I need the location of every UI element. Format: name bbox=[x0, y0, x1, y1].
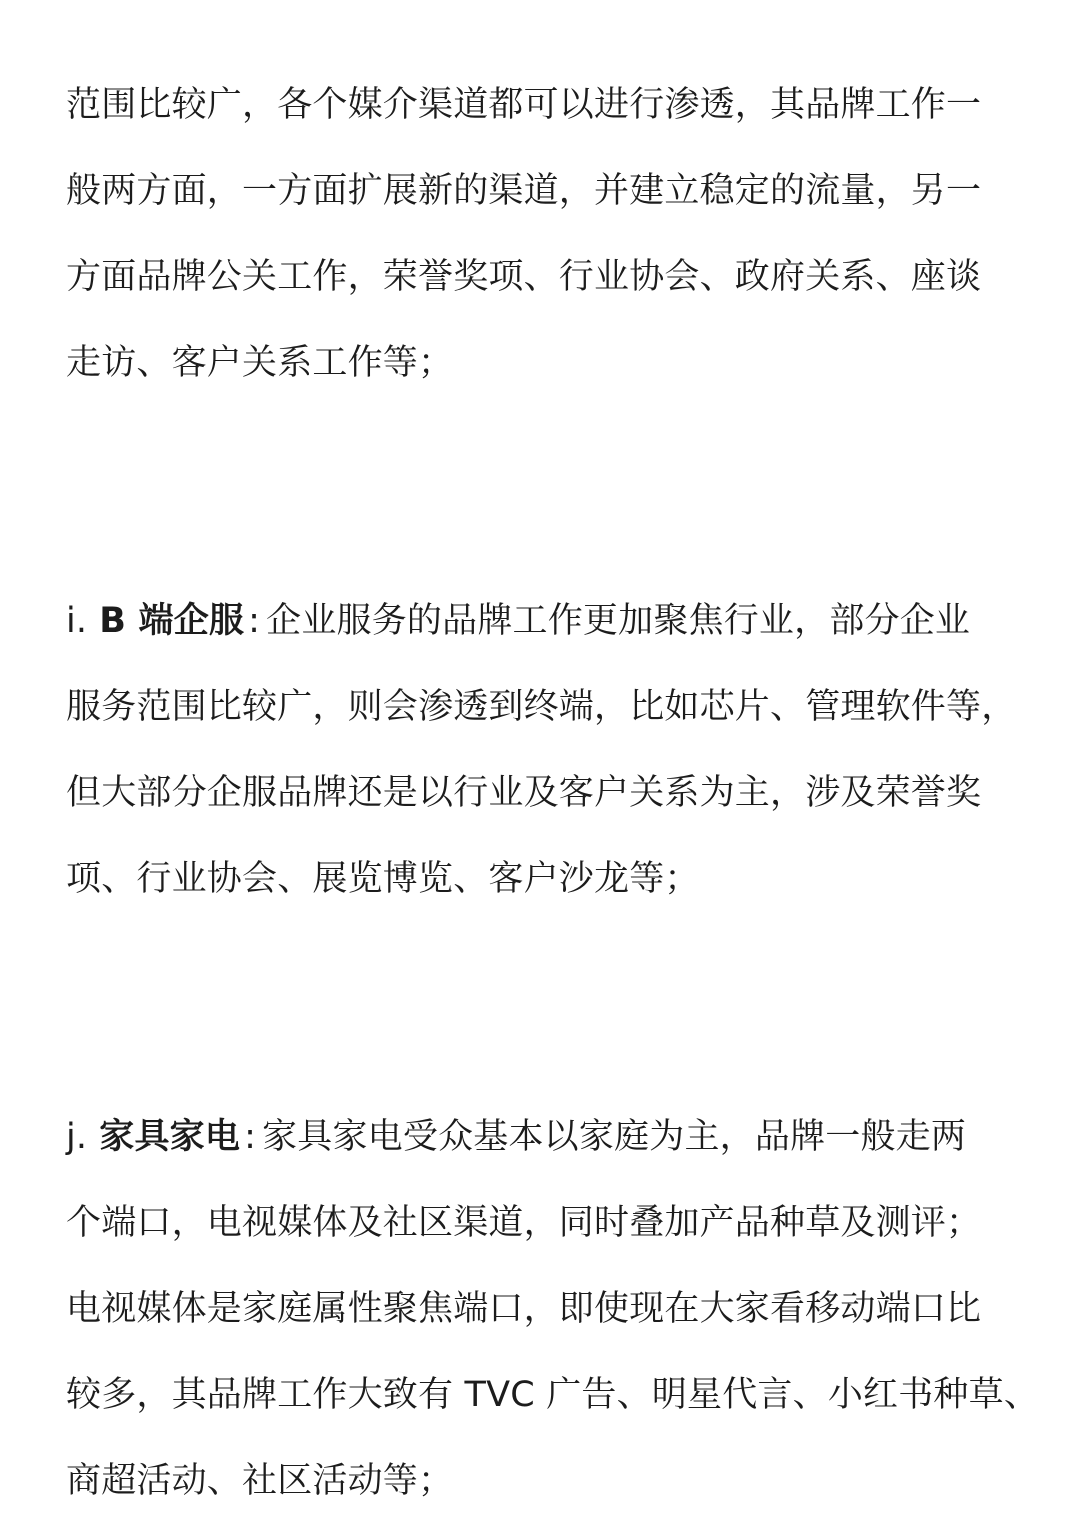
list-item-heading-line bbox=[66, 578, 1021, 664]
paragraph-channels bbox=[66, 62, 1021, 406]
text-line: 走访、客户关系工作等； bbox=[66, 343, 454, 383]
list-item-heading-line bbox=[66, 1094, 1021, 1180]
article-body bbox=[66, 62, 1040, 1524]
paragraph-spacer bbox=[66, 922, 1021, 1094]
list-marker: j. bbox=[66, 1117, 88, 1157]
list-item-term: 家具家电 bbox=[99, 1117, 241, 1157]
term-colon: : bbox=[244, 1117, 257, 1157]
text-line: 但大部分企服品牌还是以行业及客户关系为主，涉及荣誉奖 bbox=[66, 773, 982, 813]
text-line: 服务范围比较广，则会渗透到终端，比如芯片、管理软件等， bbox=[66, 687, 1017, 727]
text-line: 项、行业协会、展览博览、客户沙龙等； bbox=[66, 859, 700, 899]
text-line: 个端口，电视媒体及社区渠道，同时叠加产品种草及测评； bbox=[66, 1203, 982, 1243]
paragraph-spacer bbox=[66, 406, 1021, 578]
paragraph-home-appliances bbox=[66, 1094, 1040, 1524]
text-line: 范围比较广，各个媒介渠道都可以进行渗透，其品牌工作一 bbox=[66, 85, 982, 125]
text-line: 般两方面，一方面扩展新的渠道，并建立稳定的流量，另一 bbox=[66, 171, 982, 211]
list-item-text: 家具家电受众基本以家庭为主，品牌一般走两 bbox=[262, 1117, 967, 1157]
text-line: 电视媒体是家庭属性聚焦端口，即使现在大家看移动端口比 bbox=[66, 1289, 982, 1329]
list-item-text: 企业服务的品牌工作更加聚焦行业，部分企业 bbox=[266, 601, 971, 641]
text-line: 方面品牌公关工作，荣誉奖项、行业协会、政府关系、座谈 bbox=[66, 257, 982, 297]
text-line: 较多，其品牌工作大致有 TVC 广告、明星代言、小红书种草、 bbox=[66, 1375, 1040, 1415]
list-item-term: B 端企服 bbox=[99, 601, 245, 641]
list-marker: i. bbox=[66, 601, 88, 641]
text-line: 商超活动、社区活动等； bbox=[66, 1461, 454, 1501]
term-colon: : bbox=[248, 601, 261, 641]
paragraph-b2b-services bbox=[66, 578, 1021, 922]
